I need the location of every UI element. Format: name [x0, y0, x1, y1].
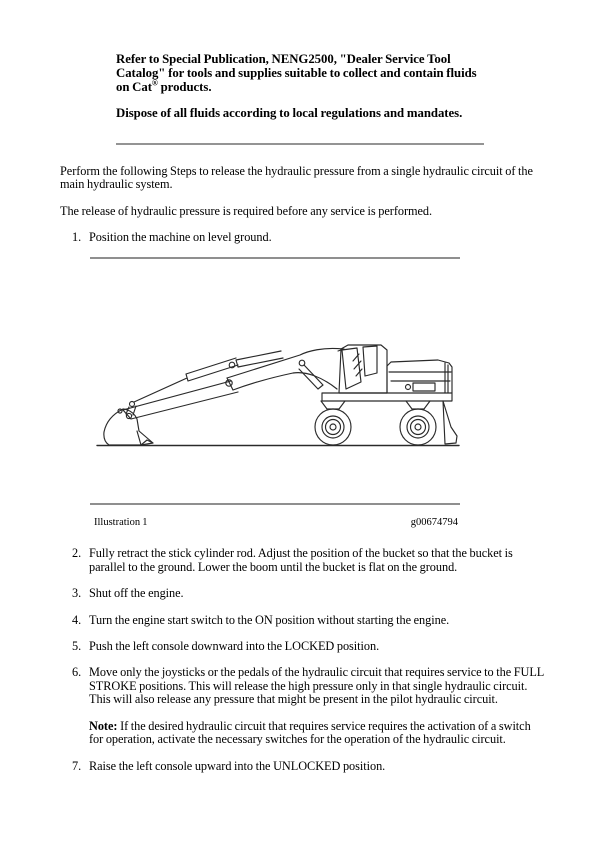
step-text: Raise the left console upward into the UNLOCKED position. [89, 758, 386, 773]
note-text: If the desired hydraulic circuit that requires service requires the activation of a switch for operation, activate the necessary switches for the operation of the hydraulic circuit. [89, 718, 531, 747]
step-number: 1. [72, 230, 82, 245]
step-text: Turn the engine start switch to the ON position without starting the engine. [89, 612, 450, 627]
illustration-code: g00674794 [410, 517, 458, 529]
step-text: Move only the joysticks or the pedals of the hydraulic circuit that requires service to the FULL STROKE positions. This will release the high pressure only in that single hydraulic circuit. This will also release any pressure that might be present in the pilot hydraulic circuit. [89, 665, 544, 707]
step-item-3 [72, 587, 544, 600]
step-item-5 [72, 640, 544, 653]
step-number: 2. [72, 546, 82, 561]
step-text: Push the left console downward into the LOCKED position. [89, 639, 380, 654]
intro-paragraph-perform: Perform the following Steps to release the hydraulic pressure from a single hydraulic circuit of the main hydraulic system. [60, 163, 533, 192]
step-number: 4. [72, 612, 82, 627]
step-text: Shut off the engine. [89, 586, 184, 601]
step-number: 6. [72, 665, 82, 680]
figure-illustration-1 [90, 257, 460, 528]
step-text: Position the machine on level ground. [89, 230, 272, 245]
illustration-label: Illustration 1 [94, 517, 148, 529]
step-item-2 [72, 547, 544, 574]
step-number: 7. [72, 758, 82, 773]
notice-paragraph-tools [116, 52, 484, 95]
step-number: 5. [72, 639, 82, 654]
step-number: 3. [72, 586, 82, 601]
notice-divider-rule [116, 143, 484, 145]
safety-notice-block [116, 52, 484, 120]
step-text: Fully retract the stick cylinder rod. Adjust the position of the bucket so that the bucket is parallel to the ground. Lower the boom until the bucket is flat on the ground. [89, 546, 513, 574]
intro-paragraph-release: The release of hydraulic pressure is required before any service is performed. [60, 203, 433, 218]
step-item-4 [72, 614, 544, 627]
notice-text-before-trademark: Refer to Special Publication, NENG2500, "Dealer Service Tool Catalog" for tools and supplies suitable to collect and contain fluids on Cat [116, 52, 477, 95]
figure-caption [90, 517, 460, 528]
step-item-6 [72, 666, 544, 706]
notice-text-after-trademark: products. [157, 80, 212, 95]
registered-trademark-symbol: ® [151, 79, 158, 89]
step-item-1 [72, 231, 544, 244]
excavator-illustration [90, 259, 460, 503]
notice-paragraph-dispose: Dispose of all fluids according to local regulations and mandates. [116, 105, 463, 120]
figure-bottom-rule [90, 503, 460, 505]
excavator-drawing-group [97, 345, 459, 446]
step-item-7 [72, 760, 544, 773]
note-paragraph [89, 720, 544, 747]
note-label: Note: [89, 718, 118, 733]
